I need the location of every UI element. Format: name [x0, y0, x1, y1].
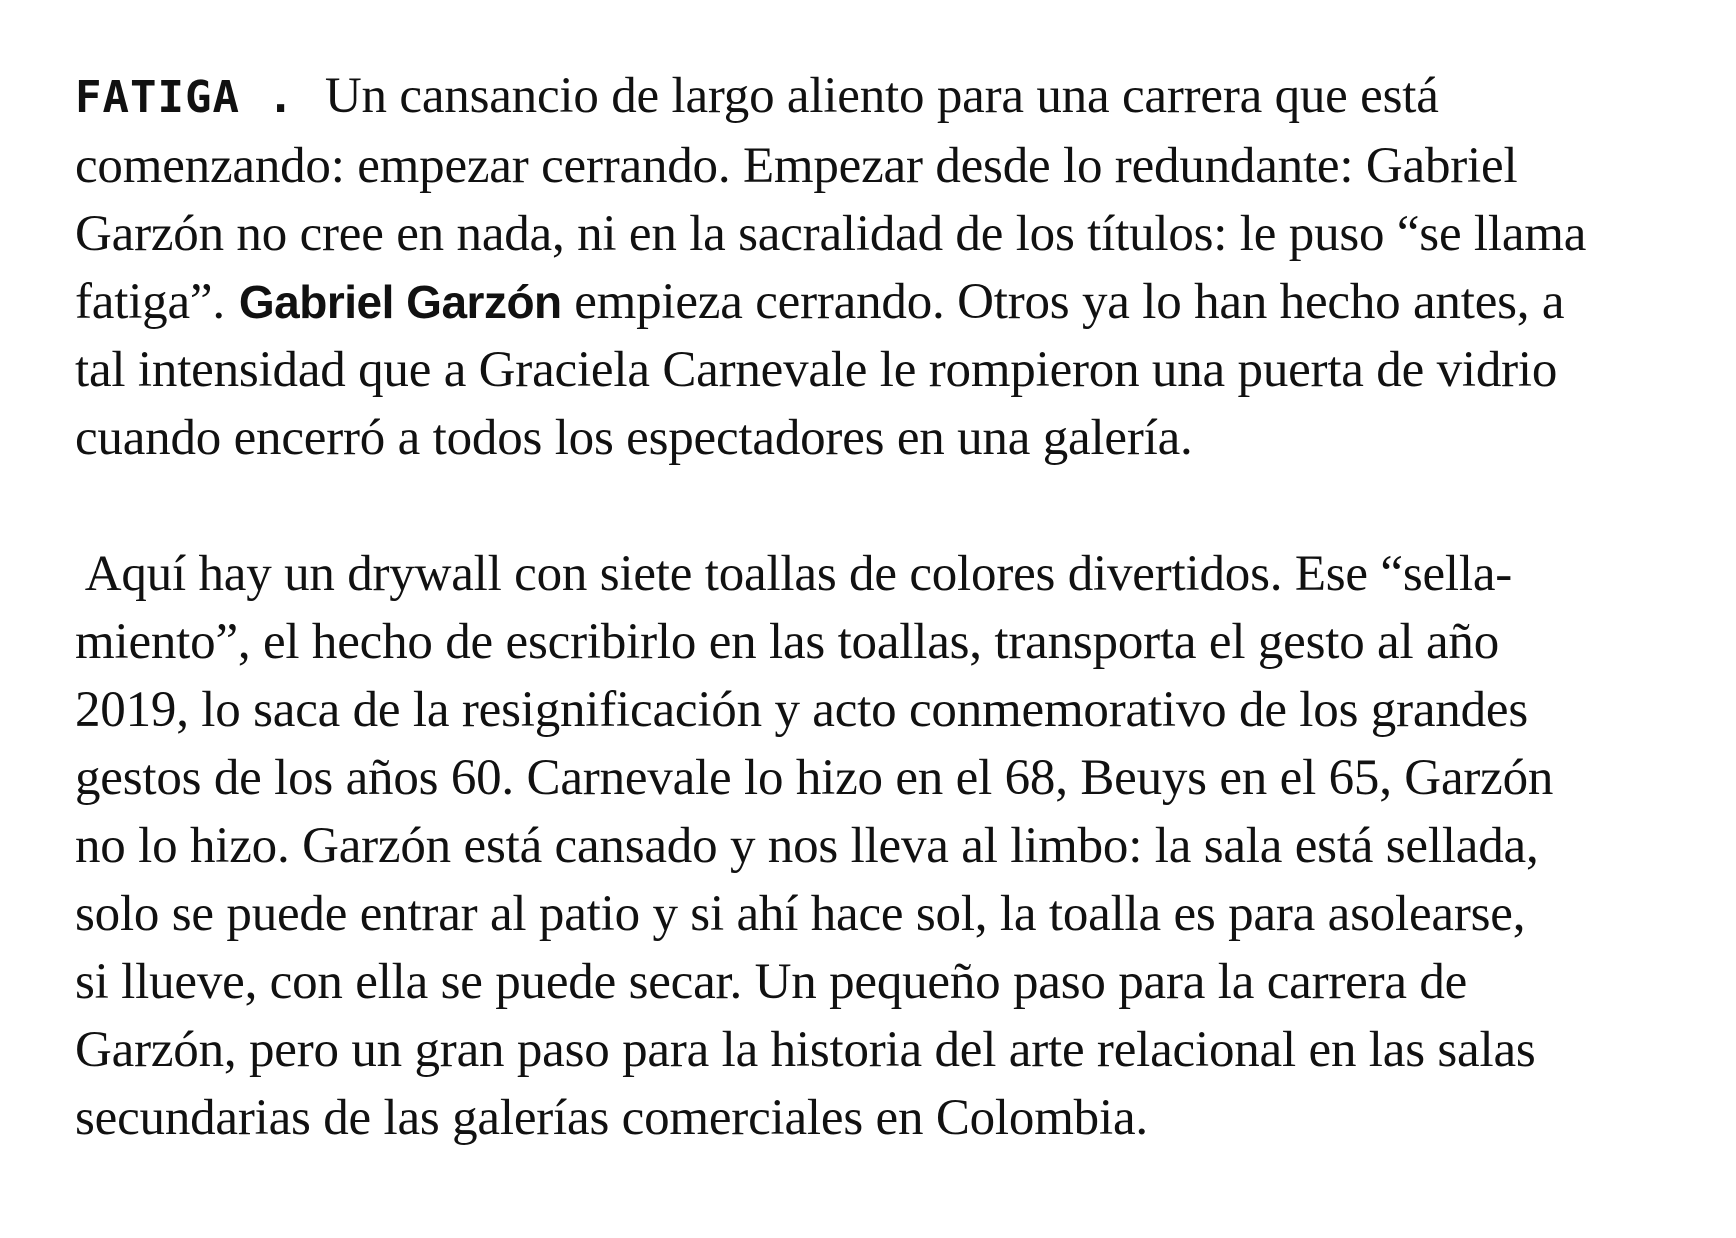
text-fragment: fatiga”.: [75, 274, 225, 330]
text-fragment: Un cansancio de largo aliento para una carrera que está: [324, 68, 1439, 124]
text-line: solo se puede entrar al patio y si ahí hace sol, la toalla es para asolearse,: [75, 886, 1526, 942]
paragraph-2: [75, 540, 1695, 1152]
text-line: gestos de los años 60. Carnevale lo hizo en el 68, Beuys en el 65, Garzón: [75, 750, 1554, 806]
text-line: 2019, lo saca de la resignificación y acto conmemorativo de los grandes: [75, 682, 1528, 738]
paragraph-spacer: [75, 472, 1695, 540]
text-line: comenzando: empezar cerrando. Empezar desde lo redundante: Gabriel: [75, 138, 1518, 194]
artist-name: Gabriel Garzón: [238, 276, 562, 328]
text-fragment: empieza cerrando. Otros ya lo han hecho antes, a: [561, 274, 1565, 330]
paragraph-1: [75, 62, 1695, 472]
text-line: [75, 62, 1695, 132]
text-line: Aquí hay un drywall con siete toallas de colores divertidos. Ese “sella-: [75, 546, 1513, 602]
text-line: Garzón no cree en nada, ni en la sacralidad de los títulos: le puso “se llama: [75, 206, 1587, 262]
text-line: Garzón, pero un gran paso para la historia del arte relacional en las salas: [75, 1022, 1536, 1078]
text-line: [75, 268, 1695, 336]
article-text: [75, 62, 1695, 1152]
text-line: secundarias de las galerías comerciales en Colombia.: [75, 1090, 1148, 1146]
text-line: no lo hizo. Garzón está cansado y nos lleva al limbo: la sala está sellada,: [75, 818, 1539, 874]
text-line: tal intensidad que a Graciela Carnevale le rompieron una puerta de vidrio: [75, 342, 1558, 398]
text-line: miento”, el hecho de escribirlo en las toallas, transporta el gesto al año: [75, 614, 1500, 670]
text-line: cuando encerró a todos los espectadores en una galería.: [75, 410, 1193, 466]
text-line: si llueve, con ella se puede secar. Un pequeño paso para la carrera de: [75, 954, 1468, 1010]
section-label: FATIGA .: [75, 72, 295, 123]
